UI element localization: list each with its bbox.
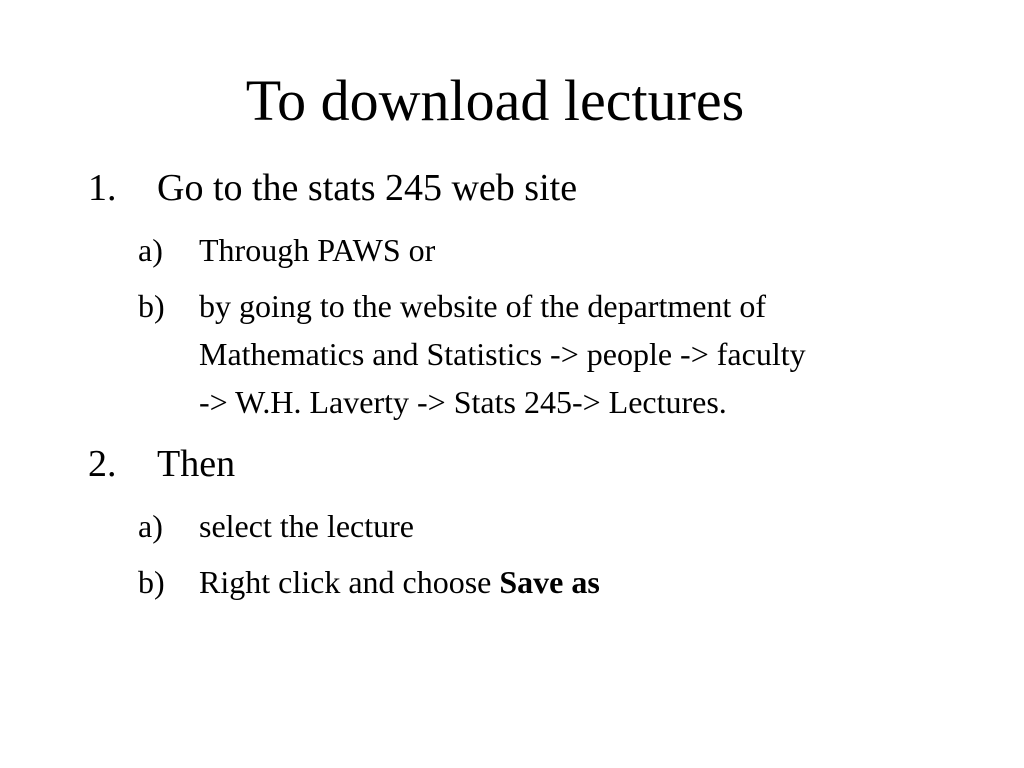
list-item-1-marker: 1. xyxy=(88,167,117,209)
sub-item-1a-text: Through PAWS or xyxy=(199,232,436,268)
slide-title: To download lectures xyxy=(245,68,745,133)
list-item-2-text: Then xyxy=(157,443,236,485)
save-as-emphasis: Save as xyxy=(499,564,600,600)
sub-item-1b-line-1: by going to the website of the department of xyxy=(199,288,766,324)
sub-item-1b-marker: b) xyxy=(138,288,165,324)
list-item-1-text: Go to the stats 245 web site xyxy=(157,167,578,209)
sub-item-2b-marker: b) xyxy=(138,564,165,600)
sub-item-1b-line-3: -> W.H. Laverty -> Stats 245-> Lectures. xyxy=(199,384,727,420)
sub-item-1a-marker: a) xyxy=(138,232,163,268)
sub-item-2b-text xyxy=(199,558,979,606)
sub-item-2a-marker: a) xyxy=(138,508,163,544)
sub-item-2a-text: select the lecture xyxy=(199,508,414,544)
sub-item-2b-plain-text: Right click and choose xyxy=(199,564,500,600)
list-item-2-marker: 2. xyxy=(88,443,117,485)
sub-item-1b-line-2: Mathematics and Statistics -> people -> faculty xyxy=(199,336,806,372)
sub-item-1b-text xyxy=(199,282,979,426)
